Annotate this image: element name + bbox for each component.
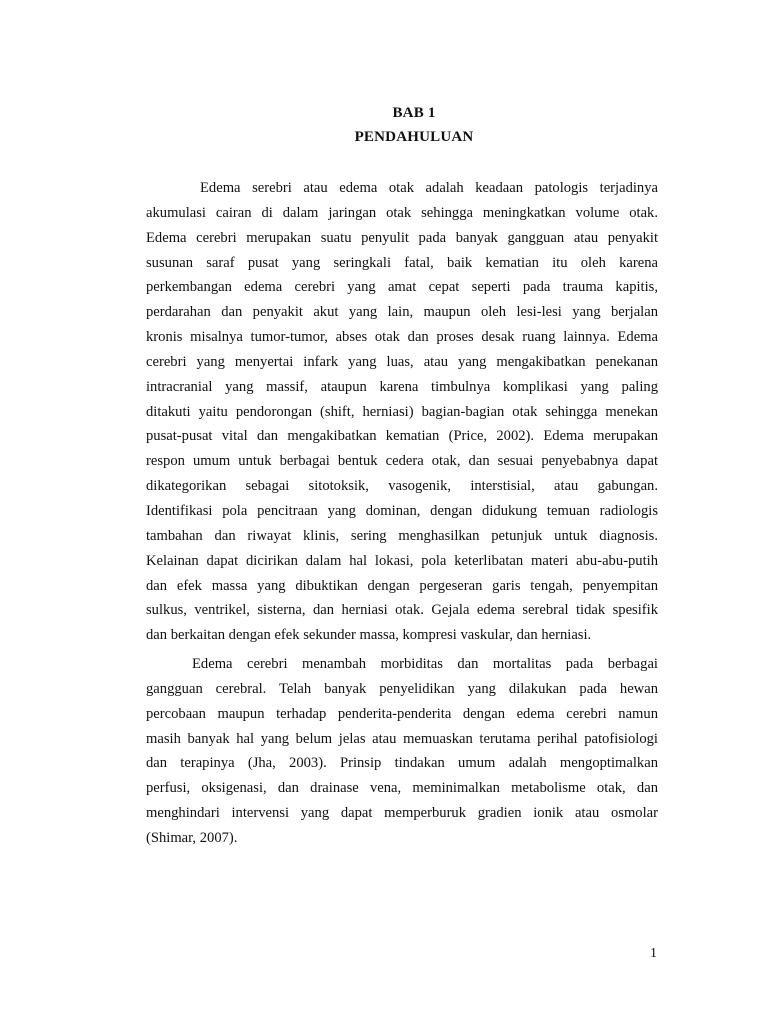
chapter-label: BAB 1	[392, 105, 436, 121]
page-number: 1	[650, 946, 657, 961]
chapter-title: PENDAHULUAN	[354, 129, 474, 145]
paragraph-line: intracranial yang massif, ataupun karena timbulnya komplikasi yang paling	[146, 378, 658, 395]
paragraph-line: (Shimar, 2007).	[146, 829, 238, 846]
paragraph-line: respon umum untuk berbagai bentuk cedera otak, dan sesuai penyebabnya dapat	[146, 453, 658, 470]
paragraph-line: perkembangan edema cerebri yang amat cepat seperti pada trauma kapitis,	[146, 279, 658, 296]
paragraph-line: pusat-pusat vital dan mengakibatkan kematian (Price, 2002). Edema merupakan	[146, 428, 658, 445]
paragraph-line: perfusi, oksigenasi, dan drainase vena, meminimalkan metabolisme otak, dan	[146, 780, 658, 797]
paragraph-line: Kelainan dapat dicirikan dalam hal lokasi, pola keterlibatan materi abu-abu-putih	[146, 552, 658, 569]
paragraph-line: Identifikasi pola pencitraan yang dominan, dengan didukung temuan radiologis	[146, 502, 658, 519]
paragraph-line: perdarahan dan penyakit akut yang lain, maupun oleh lesi-lesi yang berjalan	[146, 304, 658, 321]
paragraph-line: gangguan cerebral. Telah banyak penyelidikan yang dilakukan pada hewan	[146, 680, 658, 697]
paragraph-line: cerebri yang menyertai infark yang luas, atau yang mengakibatkan penekanan	[146, 353, 658, 370]
paragraph-line: dikategorikan sebagai sitotoksik, vasogenik, interstisial, atau gabungan.	[146, 478, 658, 495]
paragraph-line: Edema serebri atau edema otak adalah keadaan patologis terjadinya	[200, 180, 658, 196]
paragraph-line: masih banyak hal yang belum jelas atau memuaskan terutama perihal patofisiologi	[146, 730, 658, 747]
paragraph-line: percobaan maupun terhadap penderita-penderita dengan edema cerebri namun	[146, 705, 658, 722]
paragraph-line: Edema cerebri menambah morbiditas dan mortalitas pada berbagai	[192, 656, 658, 672]
paragraph-line: Edema cerebri merupakan suatu penyulit pada banyak gangguan atau penyakit	[146, 229, 658, 246]
paragraph-line: kronis misalnya tumor-tumor, abses otak dan proses desak ruang lainnya. Edema	[146, 329, 658, 346]
paragraph-1	[146, 176, 658, 648]
paragraph-2	[146, 652, 658, 851]
paragraph-line: dan terapinya (Jha, 2003). Prinsip tindakan umum adalah mengoptimalkan	[146, 755, 658, 772]
paragraph-line: menghindari intervensi yang dapat memperburuk gradien ionik atau osmolar	[146, 805, 658, 822]
paragraph-line: dan efek massa yang dibuktikan dengan pergeseran garis tengah, penyempitan	[146, 577, 658, 594]
paragraph-line: sulkus, ventrikel, sisterna, dan herniasi otak. Gejala edema serebral tidak spesifik	[146, 602, 658, 619]
paragraph-line: dan berkaitan dengan efek sekunder massa, kompresi vaskular, dan herniasi.	[146, 627, 592, 644]
paragraph-line: susunan saraf pusat yang seringkali fatal, baik kematian itu oleh karena	[146, 254, 658, 271]
paragraph-line: tambahan dan riwayat klinis, sering menghasilkan petunjuk untuk diagnosis.	[146, 527, 658, 544]
paragraph-line: ditakuti yaitu pendorongan (shift, herniasi) bagian-bagian otak sehingga menekan	[146, 403, 658, 420]
paragraph-line: akumulasi cairan di dalam jaringan otak sehingga meningkatkan volume otak.	[146, 204, 658, 221]
